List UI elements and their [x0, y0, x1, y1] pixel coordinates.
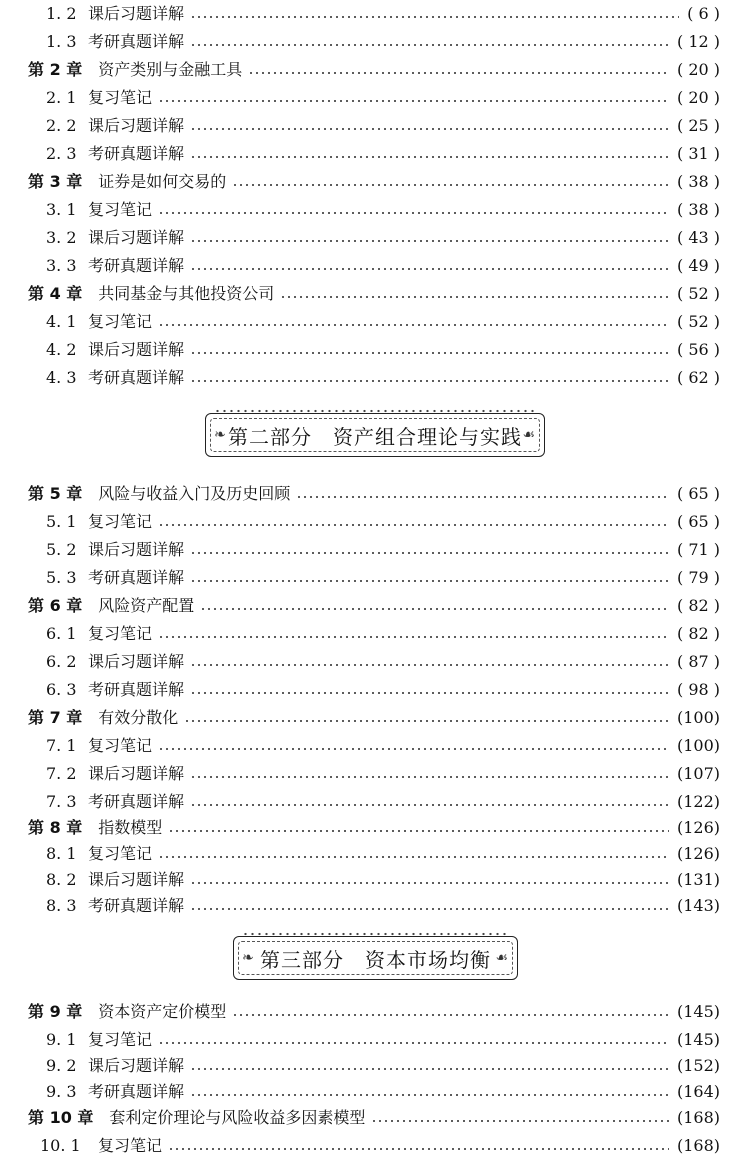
entry-title: 复习笔记	[88, 844, 153, 863]
entry-page-number: ( 65 )	[676, 484, 720, 503]
entry-title: 课后习题详解	[88, 870, 185, 889]
entry-title: 考研真题详解	[88, 792, 185, 811]
dot-leader	[190, 240, 669, 242]
dot-leader	[158, 748, 669, 750]
entry-title: 课后习题详解	[88, 652, 185, 671]
dot-leader	[168, 830, 669, 832]
entry-title: 考研真题详解	[88, 32, 185, 51]
toc-section-entry[interactable]	[0, 565, 750, 591]
entry-title: 考研真题详解	[88, 256, 185, 275]
entry-title: 考研真题详解	[88, 368, 185, 387]
toc-chapter-entry[interactable]	[0, 1105, 750, 1131]
dot-leader	[296, 496, 669, 498]
toc-chapter-entry[interactable]	[0, 169, 750, 195]
entry-number: 5. 2	[46, 540, 77, 559]
toc-section-entry[interactable]	[0, 509, 750, 535]
toc-section-entry[interactable]	[0, 1027, 750, 1053]
dot-leader	[158, 212, 669, 214]
entry-number: 4. 2	[46, 340, 77, 359]
entry-number: 5. 1	[46, 512, 77, 531]
entry-number: 8. 3	[46, 896, 77, 915]
dot-leader	[190, 268, 669, 270]
entry-number: 7. 3	[46, 792, 77, 811]
entry-number: 8. 2	[46, 870, 77, 889]
entry-number: 3. 2	[46, 228, 77, 247]
ornament-icon: ☙	[522, 427, 536, 443]
toc-section-entry[interactable]	[0, 141, 750, 167]
ornament-icon: ☙	[495, 950, 509, 966]
dot-leader	[232, 184, 669, 186]
dot-leader	[190, 776, 669, 778]
entry-number: 10. 1	[40, 1136, 81, 1155]
toc-chapter-entry[interactable]	[0, 281, 750, 307]
toc-section-entry[interactable]	[0, 1079, 750, 1105]
entry-title: 有效分散化	[98, 708, 179, 727]
entry-number: 9. 1	[46, 1030, 77, 1049]
entry-title: 考研真题详解	[88, 680, 185, 699]
entry-title: 风险与收益入门及历史回顾	[98, 484, 291, 503]
toc-chapter-entry[interactable]	[0, 593, 750, 619]
toc-section-entry[interactable]	[0, 253, 750, 279]
entry-title: 课后习题详解	[88, 340, 185, 359]
toc-chapter-entry[interactable]	[0, 57, 750, 83]
entry-title: 资产类别与金融工具	[98, 60, 243, 79]
part-title: 第二部分 资产组合理论与实践	[228, 424, 522, 449]
dot-leader	[190, 352, 669, 354]
entry-page-number: (145)	[676, 1002, 720, 1021]
toc-section-entry[interactable]	[0, 1, 750, 27]
dot-leader	[190, 580, 669, 582]
entry-number: 2. 1	[46, 88, 77, 107]
entry-page-number: (122)	[676, 792, 720, 811]
entry-number: 9. 3	[46, 1082, 77, 1101]
entry-number: 第 7 章	[28, 708, 83, 727]
entry-page-number: ( 20 )	[676, 88, 720, 107]
toc-section-entry[interactable]	[0, 337, 750, 363]
entry-page-number: (145)	[676, 1030, 720, 1049]
entry-title: 课后习题详解	[88, 1056, 185, 1075]
entry-number: 2. 2	[46, 116, 77, 135]
entry-number: 1. 3	[46, 32, 77, 51]
entry-title: 复习笔记	[88, 200, 153, 219]
dot-leader	[184, 720, 669, 722]
toc-section-entry[interactable]	[0, 309, 750, 335]
entry-page-number: (126)	[676, 818, 720, 837]
dot-leader	[190, 1068, 669, 1070]
entry-number: 第 9 章	[28, 1002, 83, 1021]
toc-section-entry[interactable]	[0, 1133, 750, 1159]
entry-number: 第 8 章	[28, 818, 83, 837]
entry-title: 复习笔记	[88, 512, 153, 531]
entry-page-number: ( 20 )	[676, 60, 720, 79]
entry-number: 7. 1	[46, 736, 77, 755]
entry-title: 指数模型	[98, 818, 163, 837]
dot-leader	[158, 524, 669, 526]
entry-page-number: (126)	[676, 844, 720, 863]
toc-section-entry[interactable]	[0, 365, 750, 391]
entry-number: 2. 3	[46, 144, 77, 163]
dot-leader	[190, 380, 669, 382]
dot-leader	[280, 296, 669, 298]
toc-section-entry[interactable]	[0, 113, 750, 139]
entry-title: 课后习题详解	[88, 4, 185, 23]
entry-page-number: ( 12 )	[676, 32, 720, 51]
entry-title: 课后习题详解	[88, 764, 185, 783]
dot-leader	[190, 44, 669, 46]
entry-title: 资本资产定价模型	[98, 1002, 227, 1021]
entry-number: 3. 3	[46, 256, 77, 275]
toc-section-entry[interactable]	[0, 29, 750, 55]
dot-leader	[248, 72, 669, 74]
entry-page-number: ( 25 )	[676, 116, 720, 135]
entry-page-number: ( 82 )	[676, 596, 720, 615]
entry-page-number: ( 52 )	[676, 312, 720, 331]
dot-leader	[190, 908, 669, 910]
toc-section-entry[interactable]	[0, 85, 750, 111]
dot-leader	[190, 882, 669, 884]
entry-number: 第 4 章	[28, 284, 83, 303]
dot-leader	[200, 608, 669, 610]
entry-page-number: ( 38 )	[676, 200, 720, 219]
entry-page-number: ( 65 )	[676, 512, 720, 531]
dot-leader	[158, 100, 669, 102]
entry-page-number: ( 31 )	[676, 144, 720, 163]
dot-leader	[190, 16, 679, 18]
toc-section-entry[interactable]	[0, 761, 750, 787]
entry-title: 考研真题详解	[88, 896, 185, 915]
dot-leader	[371, 1120, 669, 1122]
dot-leader	[158, 1042, 669, 1044]
entry-number: 6. 1	[46, 624, 77, 643]
entry-number: 9. 2	[46, 1056, 77, 1075]
toc-chapter-entry[interactable]	[0, 815, 750, 841]
entry-number: 4. 3	[46, 368, 77, 387]
entry-title: 复习笔记	[88, 624, 153, 643]
entry-page-number: ( 49 )	[676, 256, 720, 275]
entry-number: 第 10 章	[28, 1108, 94, 1127]
dot-leader	[190, 156, 669, 158]
toc-section-entry[interactable]	[0, 893, 750, 919]
entry-title: 考研真题详解	[88, 1082, 185, 1101]
dot-leader	[190, 552, 669, 554]
toc-section-entry[interactable]	[0, 733, 750, 759]
entry-number: 第 5 章	[28, 484, 83, 503]
dot-leader	[190, 804, 669, 806]
toc-chapter-entry[interactable]	[0, 999, 750, 1025]
toc-section-entry[interactable]	[0, 789, 750, 815]
entry-title: 课后习题详解	[88, 540, 185, 559]
entry-number: 第 3 章	[28, 172, 83, 191]
entry-page-number: ( 87 )	[676, 652, 720, 671]
entry-page-number: ( 43 )	[676, 228, 720, 247]
entry-page-number: (100)	[676, 736, 720, 755]
entry-page-number: (168)	[676, 1136, 720, 1155]
toc-section-entry[interactable]	[0, 225, 750, 251]
entry-page-number: ( 52 )	[676, 284, 720, 303]
entry-number: 8. 1	[46, 844, 77, 863]
entry-number: 7. 2	[46, 764, 77, 783]
entry-page-number: ( 71 )	[676, 540, 720, 559]
toc-section-entry[interactable]	[0, 867, 750, 893]
entry-page-number: (168)	[676, 1108, 720, 1127]
entry-number: 4. 1	[46, 312, 77, 331]
entry-page-number: (100)	[676, 708, 720, 727]
entry-page-number: ( 98 )	[676, 680, 720, 699]
entry-number: 3. 1	[46, 200, 77, 219]
entry-page-number: (152)	[676, 1056, 720, 1075]
entry-title: 课后习题详解	[88, 116, 185, 135]
part-title: 第三部分 资本市场均衡	[260, 947, 491, 972]
part-banner	[205, 413, 545, 457]
dot-leader	[190, 692, 669, 694]
dot-leader	[168, 1148, 669, 1150]
entry-title: 课后习题详解	[88, 228, 185, 247]
entry-page-number: ( 38 )	[676, 172, 720, 191]
entry-page-number: (143)	[676, 896, 720, 915]
entry-title: 套利定价理论与风险收益多因素模型	[109, 1108, 366, 1127]
entry-title: 复习笔记	[88, 736, 153, 755]
dot-leader	[232, 1014, 669, 1016]
entry-title: 复习笔记	[98, 1136, 163, 1155]
entry-page-number: (164)	[676, 1082, 720, 1101]
entry-title: 共同基金与其他投资公司	[98, 284, 275, 303]
entry-number: 第 6 章	[28, 596, 83, 615]
entry-title: 证券是如何交易的	[98, 172, 227, 191]
part-banner	[233, 936, 518, 980]
entry-number: 6. 2	[46, 652, 77, 671]
entry-page-number: ( 56 )	[676, 340, 720, 359]
entry-title: 复习笔记	[88, 1030, 153, 1049]
dot-leader	[190, 128, 669, 130]
dot-leader	[158, 636, 669, 638]
entry-title: 复习笔记	[88, 88, 153, 107]
entry-number: 第 2 章	[28, 60, 83, 79]
toc-section-entry[interactable]	[0, 537, 750, 563]
toc-chapter-entry[interactable]	[0, 705, 750, 731]
entry-page-number: ( 82 )	[676, 624, 720, 643]
entry-page-number: ( 62 )	[676, 368, 720, 387]
ornament-icon: ❧	[214, 427, 227, 443]
entry-title: 考研真题详解	[88, 568, 185, 587]
entry-title: 考研真题详解	[88, 144, 185, 163]
entry-number: 1. 2	[46, 4, 77, 23]
toc-section-entry[interactable]	[0, 649, 750, 675]
toc-section-entry[interactable]	[0, 841, 750, 867]
entry-page-number: ( 6 )	[687, 4, 720, 23]
entry-title: 风险资产配置	[98, 596, 195, 615]
entry-page-number: (107)	[676, 764, 720, 783]
dot-leader	[158, 324, 669, 326]
toc-section-entry[interactable]	[0, 1053, 750, 1079]
dot-leader	[190, 664, 669, 666]
toc-chapter-entry[interactable]	[0, 481, 750, 507]
toc-section-entry[interactable]	[0, 677, 750, 703]
dot-leader	[158, 856, 669, 858]
toc-section-entry[interactable]	[0, 621, 750, 647]
entry-number: 5. 3	[46, 568, 77, 587]
entry-number: 6. 3	[46, 680, 77, 699]
entry-page-number: ( 79 )	[676, 568, 720, 587]
entry-title: 复习笔记	[88, 312, 153, 331]
ornament-icon: ❧	[242, 950, 255, 966]
dot-leader	[190, 1094, 669, 1096]
toc-section-entry[interactable]	[0, 197, 750, 223]
entry-page-number: (131)	[676, 870, 720, 889]
